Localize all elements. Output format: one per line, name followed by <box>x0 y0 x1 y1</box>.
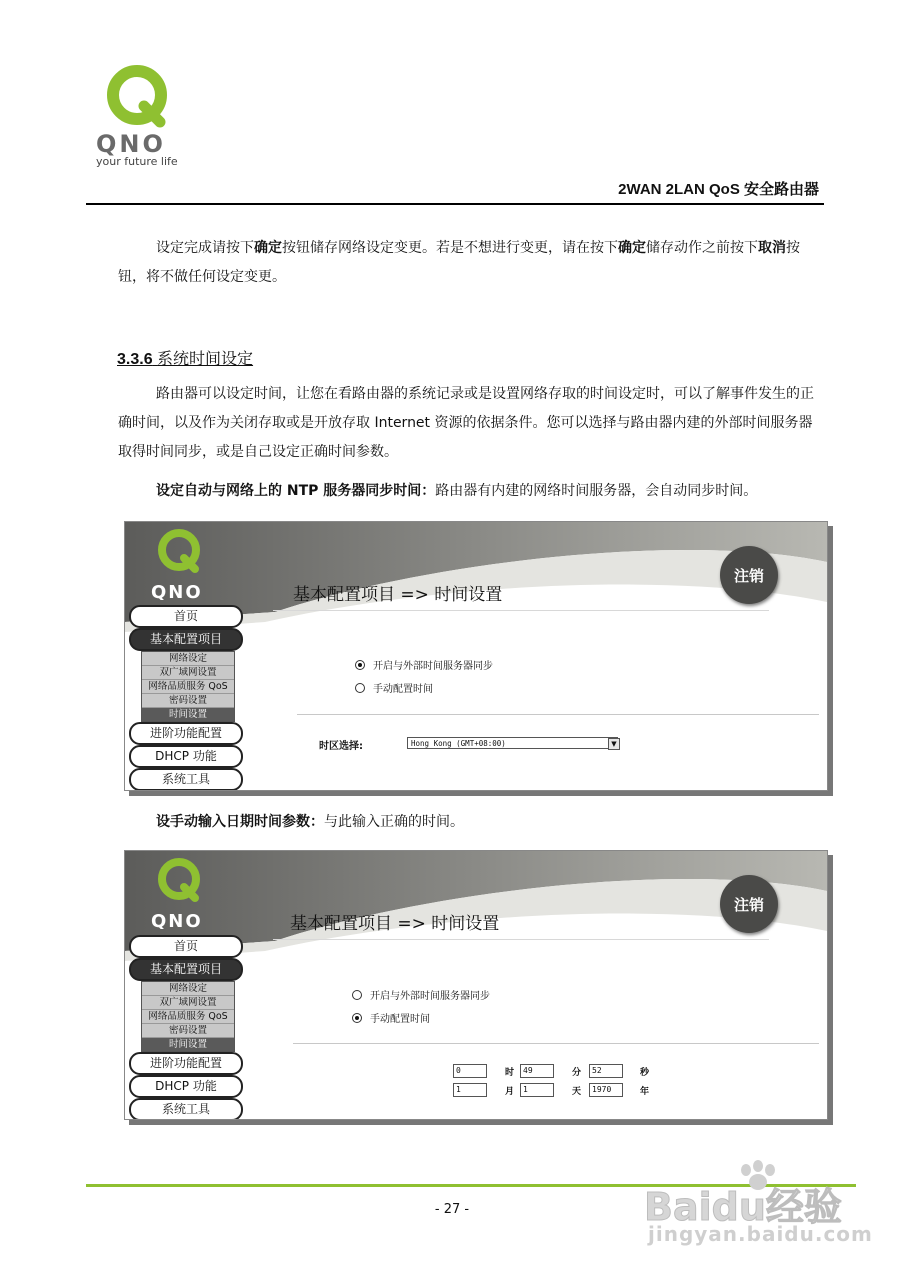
divider <box>293 1043 819 1044</box>
menu-basic-config[interactable]: 基本配置项目 <box>129 958 243 981</box>
day-unit: 天 <box>572 1087 582 1097</box>
timezone-select[interactable]: Hong Kong (GMT+08:00) <box>407 737 618 749</box>
svg-text:QNO: QNO <box>151 582 203 600</box>
submenu-network[interactable]: 网络设定 <box>142 982 234 996</box>
minute-unit: 分 <box>572 1068 582 1078</box>
page-number: - 27 - <box>434 1202 470 1217</box>
submenu-time[interactable]: 时间设置 <box>142 1038 234 1051</box>
svg-text:your future life: your future life <box>96 155 178 168</box>
product-title: 2WAN 2LAN QoS 安全路由器 <box>618 181 819 198</box>
qno-logo <box>147 528 213 600</box>
section-paragraph: 路由器可以设定时间，让您在看路由器的系统记录或是设置网络存取的时间设定时，可以了解事件发生的正确时间，以及作为关闭存取或是开放存取 Internet 资源的依据条件。您可以选择与路由器内建的外部时间服务器取得时间同步，或是自己设定正确时间参数。 <box>118 386 814 460</box>
screenshot-ntp-mode <box>124 521 828 791</box>
radio-unchecked-icon <box>355 683 365 693</box>
submenu-network[interactable]: 网络设定 <box>142 652 234 666</box>
menu-dhcp[interactable]: DHCP 功能 <box>129 745 243 768</box>
timezone-label: 时区选择: <box>319 741 363 752</box>
menu-home[interactable]: 首页 <box>129 935 243 958</box>
year-input[interactable]: 1970 <box>589 1083 623 1097</box>
ntp-caption: 设定自动与网络上的 NTP 服务器同步时间：路由器有内建的网络时间服务器，会自动同步时间。 <box>156 483 758 499</box>
day-input[interactable]: 1 <box>520 1083 554 1097</box>
submenu-password[interactable]: 密码设置 <box>142 1024 234 1038</box>
radio-ntp-sync[interactable]: 开启与外部时间服务器同步 <box>352 987 490 1002</box>
hour-input[interactable]: 0 <box>453 1064 487 1078</box>
divider <box>297 714 819 715</box>
page-title: 基本配置项目 => 时间设置 <box>293 585 503 605</box>
svg-text:QNO: QNO <box>151 911 203 929</box>
radio-unchecked-icon <box>352 990 362 1000</box>
radio-ntp-sync[interactable]: 开启与外部时间服务器同步 <box>355 657 493 672</box>
submenu <box>141 981 235 1052</box>
second-unit: 秒 <box>640 1068 650 1078</box>
logout-button[interactable]: 注销 <box>720 546 778 604</box>
header-divider <box>86 203 824 205</box>
menu-tools[interactable]: 系统工具 <box>129 1098 243 1120</box>
radio-manual-time[interactable]: 手动配置时间 <box>352 1010 430 1025</box>
svg-text:QNO: QNO <box>96 130 166 158</box>
menu-advanced[interactable]: 进阶功能配置 <box>129 1052 243 1075</box>
submenu-qos[interactable]: 网络品质服务 QoS <box>142 1010 234 1024</box>
menu-home[interactable]: 首页 <box>129 605 243 628</box>
menu-tools[interactable]: 系统工具 <box>129 768 243 791</box>
watermark-url: jingyan.baidu.com <box>648 1222 873 1246</box>
manual-caption: 设手动输入日期时间参数：与此输入正确的时间。 <box>156 814 464 830</box>
submenu-password[interactable]: 密码设置 <box>142 694 234 708</box>
page-title: 基本配置项目 => 时间设置 <box>290 914 500 934</box>
submenu-time[interactable]: 时间设置 <box>142 708 234 721</box>
intro-paragraph: 设定完成请按下确定按钮储存网络设定变更。若是不想进行变更，请在按下确定储存动作之前按下取消按钮，将不做任何设定变更。 <box>118 240 800 285</box>
menu-advanced[interactable]: 进阶功能配置 <box>129 722 243 745</box>
menu-dhcp[interactable]: DHCP 功能 <box>129 1075 243 1098</box>
section-heading: 3.3.6 系统时间设定 <box>117 349 254 368</box>
hour-unit: 时 <box>505 1068 515 1078</box>
menu-basic-config[interactable]: 基本配置项目 <box>129 628 243 651</box>
submenu <box>141 651 235 722</box>
divider <box>273 939 769 940</box>
chevron-down-icon[interactable]: ▼ <box>608 738 620 750</box>
radio-manual-time[interactable]: 手动配置时间 <box>355 680 433 695</box>
qno-logo <box>94 62 204 172</box>
screenshot-manual-mode <box>124 850 828 1120</box>
submenu-qos[interactable]: 网络品质服务 QoS <box>142 680 234 694</box>
second-input[interactable]: 52 <box>589 1064 623 1078</box>
logout-button[interactable]: 注销 <box>720 875 778 933</box>
year-unit: 年 <box>640 1087 650 1097</box>
radio-checked-icon <box>355 660 365 670</box>
submenu-dual-wan[interactable]: 双广域网设置 <box>142 666 234 680</box>
month-unit: 月 <box>505 1087 515 1097</box>
submenu-dual-wan[interactable]: 双广域网设置 <box>142 996 234 1010</box>
svg-text:Baidu经验: Baidu经验 <box>644 1185 842 1229</box>
divider <box>273 610 769 611</box>
month-input[interactable]: 1 <box>453 1083 487 1097</box>
qno-logo <box>147 857 213 929</box>
radio-checked-icon <box>352 1013 362 1023</box>
minute-input[interactable]: 49 <box>520 1064 554 1078</box>
